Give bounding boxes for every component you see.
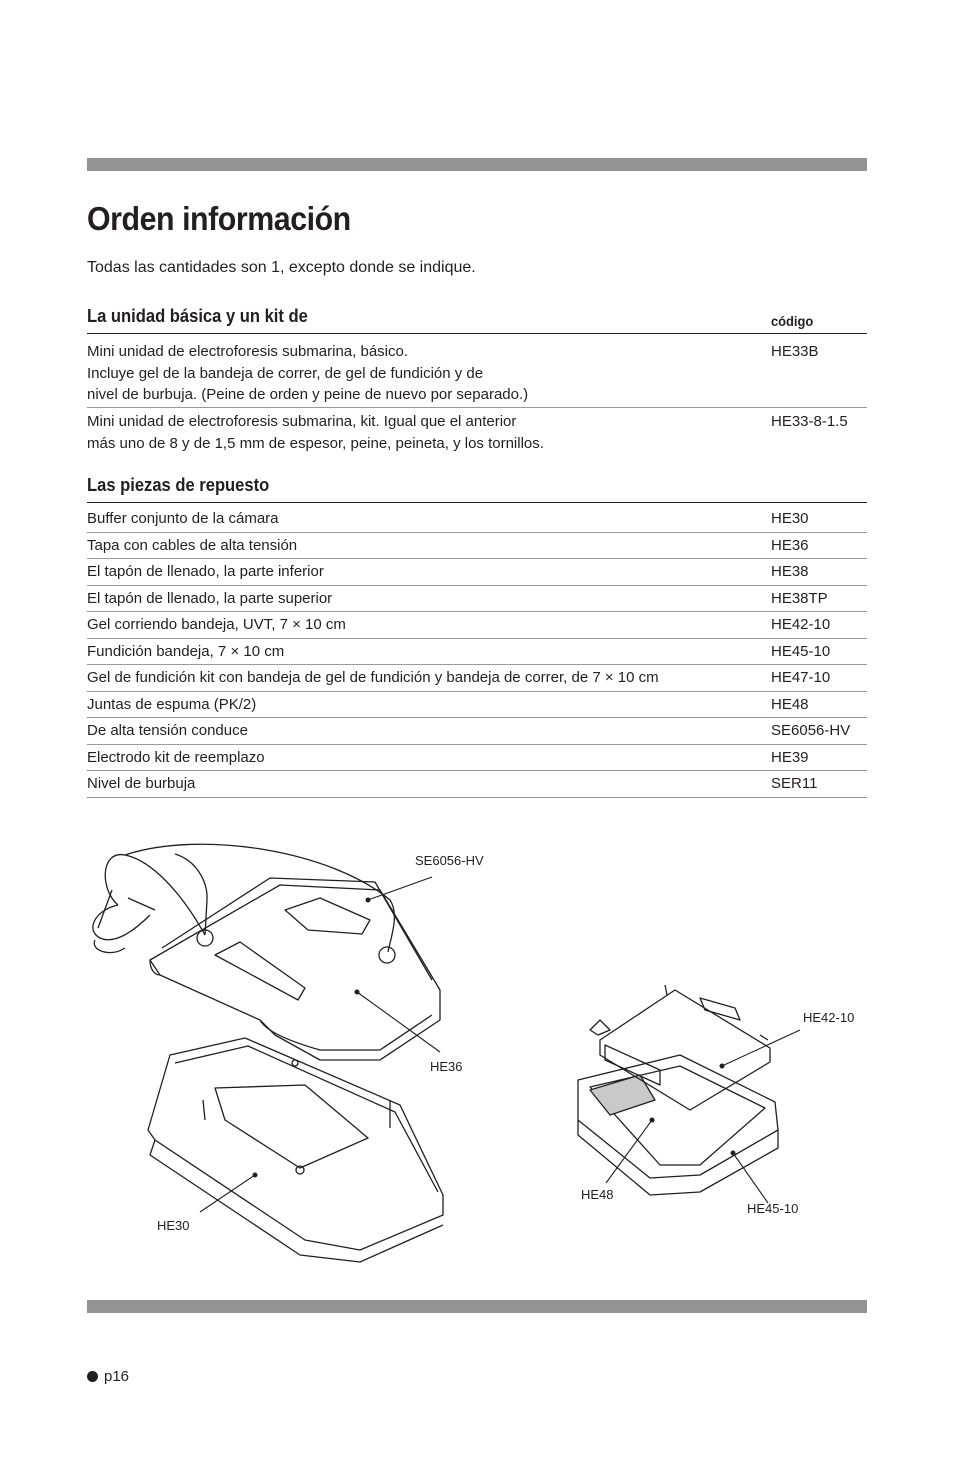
- bottom-rule: [87, 1300, 867, 1313]
- table-row: [87, 691, 867, 718]
- code-column-header: código: [771, 313, 814, 329]
- part-code: HE30: [771, 506, 867, 532]
- table-row: [87, 506, 867, 532]
- label-chamber: HE30: [157, 1218, 190, 1233]
- part-description: Buffer conjunto de la cámara: [87, 506, 771, 532]
- parts-table: [87, 506, 867, 798]
- part-code: HE39: [771, 744, 867, 771]
- part-description: Gel de fundición kit con bandeja de gel de fundición y bandeja de correr, de 7 × 10 cm: [87, 665, 771, 692]
- intro-text: Todas las cantidades son 1, excepto donde se indique.: [87, 259, 476, 276]
- kit-row-line: más uno de 8 y de 1,5 mm de espesor, peine, peineta, y los tornillos.: [87, 434, 544, 452]
- kit-row-description: [87, 341, 757, 406]
- part-code: HE42-10: [771, 612, 867, 639]
- part-code: HE38TP: [771, 585, 867, 612]
- table-row: [87, 718, 867, 745]
- part-description: Gel corriendo bandeja, UVT, 7 × 10 cm: [87, 612, 771, 639]
- leader-dots: [253, 898, 736, 1178]
- part-code: HE48: [771, 691, 867, 718]
- page-number: p16: [104, 1368, 130, 1385]
- part-description: De alta tensión conduce: [87, 718, 771, 745]
- label-casting: HE45-10: [747, 1201, 799, 1216]
- part-code: HE36: [771, 532, 867, 559]
- kit-row-line: nivel de burbuja. (Peine de orden y peine de nuevo por separado.): [87, 386, 529, 403]
- part-description: Fundición bandeja, 7 × 10 cm: [87, 638, 771, 665]
- kit-row-code: HE33-8-1.5: [771, 413, 848, 430]
- part-description: El tapón de llenado, la parte inferior: [87, 559, 771, 586]
- chamber-drawing: [148, 1038, 443, 1262]
- part-description: Juntas de espuma (PK/2): [87, 691, 771, 718]
- part-code: HE45-10: [771, 638, 867, 665]
- label-lid: HE36: [430, 1059, 463, 1074]
- top-rule: [87, 158, 867, 171]
- parts-section-heading: Las piezas de repuesto: [87, 475, 270, 495]
- part-code: SE6056-HV: [771, 718, 867, 745]
- table-row: [87, 559, 867, 586]
- kit-row-line: Mini unidad de electroforesis submarina, básico.: [87, 343, 408, 360]
- part-description: Nivel de burbuja: [87, 771, 771, 798]
- page-footer: [87, 1368, 129, 1385]
- lid-drawing: [150, 878, 440, 1060]
- kit-row-description: [87, 411, 757, 454]
- table-row: [87, 532, 867, 559]
- part-code: HE38: [771, 559, 867, 586]
- table-row: [87, 585, 867, 612]
- hv-leads-drawing: [93, 844, 394, 952]
- kit-row: [87, 341, 867, 408]
- part-description: El tapón de llenado, la parte superior: [87, 585, 771, 612]
- table-row: [87, 638, 867, 665]
- kit-row-line: Incluye gel de la bandeja de correr, de gel de fundición y de: [87, 364, 484, 382]
- kit-row-line: Mini unidad de electroforesis submarina, kit. Igual que el anterior: [87, 413, 517, 430]
- kit-row: [87, 411, 867, 457]
- label-tray: HE42-10: [803, 1010, 855, 1025]
- table-row: [87, 612, 867, 639]
- part-description: Electrodo kit de reemplazo: [87, 744, 771, 771]
- table-row: [87, 771, 867, 798]
- kit-section-header: [87, 306, 867, 334]
- kit-section-heading: La unidad básica y un kit de: [87, 306, 308, 326]
- bullet-icon: [87, 1371, 98, 1382]
- kit-row-code: HE33B: [771, 343, 819, 360]
- label-foam: HE48: [581, 1187, 614, 1202]
- parts-illustration: [0, 830, 954, 1270]
- page-title: Orden información: [87, 200, 351, 237]
- table-row: [87, 665, 867, 692]
- label-leads: SE6056-HV: [415, 853, 484, 868]
- part-description: Tapa con cables de alta tensión: [87, 532, 771, 559]
- table-row: [87, 744, 867, 771]
- part-code: HE47-10: [771, 665, 867, 692]
- parts-section-header: [87, 475, 867, 503]
- part-code: SER11: [771, 771, 867, 798]
